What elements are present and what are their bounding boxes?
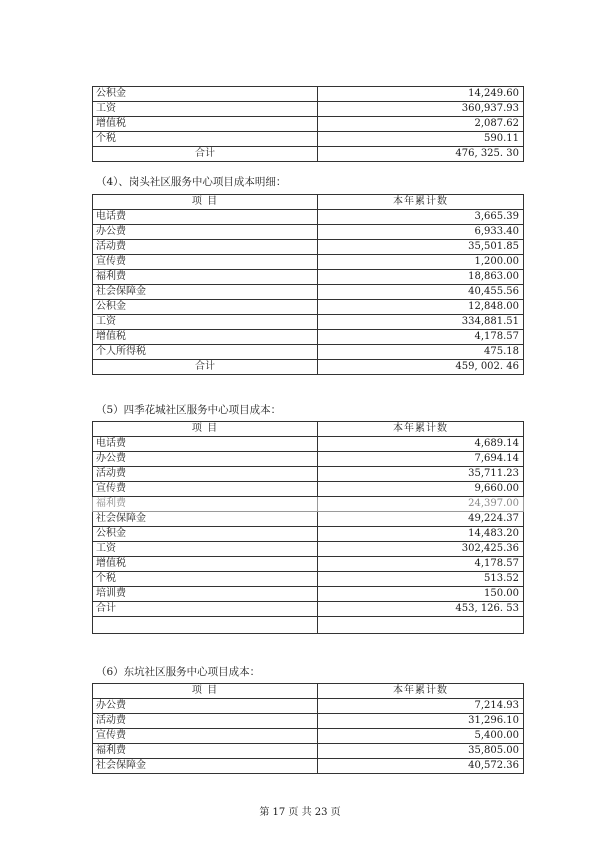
value-cell: 49,224.37 <box>318 512 524 527</box>
table-row <box>93 759 524 774</box>
value-cell: 7,694.14 <box>318 452 524 467</box>
table-row <box>93 467 524 482</box>
total-label: 合计 <box>93 147 318 162</box>
value-cell: 9,660.00 <box>318 482 524 497</box>
table-row <box>93 497 524 512</box>
item-cell: 电话费 <box>93 437 318 452</box>
item-cell: 活动费 <box>93 467 318 482</box>
item-cell: 个人所得税 <box>93 345 318 360</box>
item-cell: 公积金 <box>93 87 318 102</box>
total-value: 476, 325. 30 <box>318 147 524 162</box>
value-cell: 14,483.20 <box>318 527 524 542</box>
value-cell: 24,397.00 <box>318 497 524 512</box>
item-cell: 宣传费 <box>93 482 318 497</box>
value-cell: 334,881.51 <box>318 315 524 330</box>
table-row <box>93 512 524 527</box>
value-cell: 40,455.56 <box>318 285 524 300</box>
value-cell: 18,863.00 <box>318 270 524 285</box>
table-row <box>93 210 524 225</box>
blank-cell <box>93 617 318 634</box>
value-cell: 360,937.93 <box>318 102 524 117</box>
table-row <box>93 87 524 102</box>
item-cell: 社会保障金 <box>93 759 318 774</box>
header-row <box>93 422 524 437</box>
total-label: 合计 <box>93 360 318 375</box>
table-row <box>93 557 524 572</box>
item-cell: 活动费 <box>93 240 318 255</box>
header-value: 本年累计数 <box>318 684 524 699</box>
section-5-title: （5）四季花城社区服务中心项目成本： <box>96 404 282 416</box>
value-cell: 302,425.36 <box>318 542 524 557</box>
section-6-title: （6）东坑社区服务中心项目成本： <box>96 666 261 678</box>
cost-table-section-6 <box>92 683 524 774</box>
value-cell: 513.52 <box>318 572 524 587</box>
item-cell: 工资 <box>93 315 318 330</box>
table-row <box>93 330 524 345</box>
total-value: 453, 126. 53 <box>318 602 524 617</box>
value-cell: 150.00 <box>318 587 524 602</box>
table-row <box>93 270 524 285</box>
value-cell: 14,249.60 <box>318 87 524 102</box>
page-number: 第 17 页 共 23 页 <box>259 807 341 818</box>
cost-table-section-5 <box>92 421 524 634</box>
item-cell: 办公费 <box>93 699 318 714</box>
cost-table-section-4 <box>92 194 524 375</box>
value-cell: 3,665.39 <box>318 210 524 225</box>
table-row <box>93 714 524 729</box>
item-cell: 工资 <box>93 102 318 117</box>
item-cell: 办公费 <box>93 452 318 467</box>
value-cell: 7,214.93 <box>318 699 524 714</box>
value-cell: 6,933.40 <box>318 225 524 240</box>
item-cell: 增值税 <box>93 117 318 132</box>
header-item: 项 目 <box>93 684 318 699</box>
blank-cell <box>318 617 524 634</box>
total-row <box>93 360 524 375</box>
total-label: 合计 <box>93 602 318 617</box>
table-row <box>93 744 524 759</box>
item-cell: 福利费 <box>93 270 318 285</box>
value-cell: 590.11 <box>318 132 524 147</box>
item-cell: 个税 <box>93 132 318 147</box>
item-cell: 福利费 <box>93 744 318 759</box>
item-cell: 电话费 <box>93 210 318 225</box>
value-cell: 35,501.85 <box>318 240 524 255</box>
item-cell: 社会保障金 <box>93 285 318 300</box>
item-cell: 工资 <box>93 542 318 557</box>
header-value: 本年累计数 <box>318 422 524 437</box>
table-row <box>93 699 524 714</box>
item-cell: 活动费 <box>93 714 318 729</box>
table-row <box>93 729 524 744</box>
value-cell: 12,848.00 <box>318 300 524 315</box>
table-row <box>93 315 524 330</box>
table-row <box>93 285 524 300</box>
header-item: 项 目 <box>93 422 318 437</box>
value-cell: 5,400.00 <box>318 729 524 744</box>
item-cell: 个税 <box>93 572 318 587</box>
value-cell: 2,087.62 <box>318 117 524 132</box>
value-cell: 31,296.10 <box>318 714 524 729</box>
table-row <box>93 587 524 602</box>
header-item: 项 目 <box>93 195 318 210</box>
table-row <box>93 102 524 117</box>
table-row <box>93 437 524 452</box>
value-cell: 40,572.36 <box>318 759 524 774</box>
header-row <box>93 195 524 210</box>
value-cell: 1,200.00 <box>318 255 524 270</box>
cost-table-section-3 <box>92 86 524 162</box>
table-row <box>93 572 524 587</box>
table-row <box>93 255 524 270</box>
item-cell: 社会保障金 <box>93 512 318 527</box>
item-cell: 福利费 <box>93 497 318 512</box>
table-row <box>93 542 524 557</box>
total-row <box>93 147 524 162</box>
item-cell: 培训费 <box>93 587 318 602</box>
table-row <box>93 240 524 255</box>
blank-row <box>93 617 524 634</box>
table-row <box>93 345 524 360</box>
item-cell: 增值税 <box>93 557 318 572</box>
value-cell: 35,711.23 <box>318 467 524 482</box>
value-cell: 4,689.14 <box>318 437 524 452</box>
table-row <box>93 225 524 240</box>
table-row <box>93 117 524 132</box>
table-row <box>93 527 524 542</box>
table-row <box>93 482 524 497</box>
header-row <box>93 684 524 699</box>
value-cell: 4,178.57 <box>318 330 524 345</box>
value-cell: 475.18 <box>318 345 524 360</box>
section-4-title: （4）、岗头社区服务中心项目成本明细： <box>96 176 287 188</box>
value-cell: 4,178.57 <box>318 557 524 572</box>
item-cell: 增值税 <box>93 330 318 345</box>
total-row <box>93 602 524 617</box>
header-value: 本年累计数 <box>318 195 524 210</box>
item-cell: 办公费 <box>93 225 318 240</box>
table-row <box>93 452 524 467</box>
item-cell: 宣传费 <box>93 729 318 744</box>
value-cell: 35,805.00 <box>318 744 524 759</box>
item-cell: 宣传费 <box>93 255 318 270</box>
item-cell: 公积金 <box>93 527 318 542</box>
table-row <box>93 132 524 147</box>
table-row <box>93 300 524 315</box>
total-value: 459, 002. 46 <box>318 360 524 375</box>
item-cell: 公积金 <box>93 300 318 315</box>
